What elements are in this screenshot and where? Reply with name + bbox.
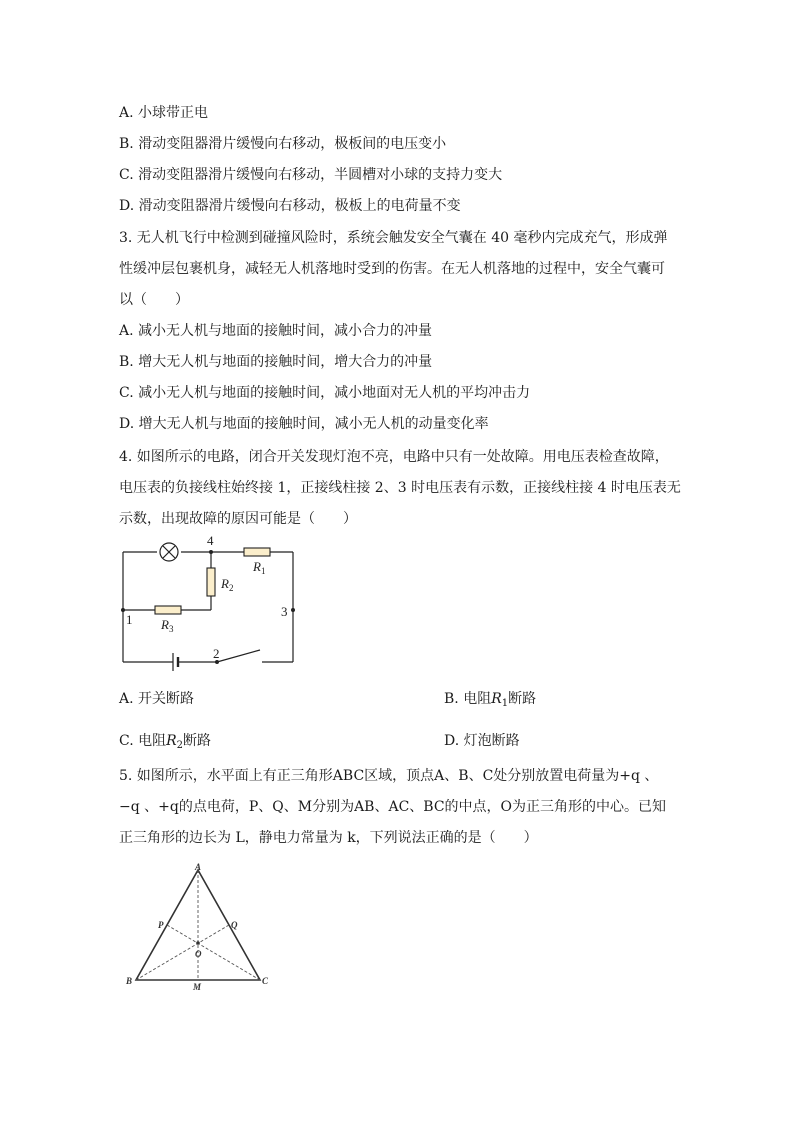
resistor-r3 [155,606,181,614]
label-midpoint-q: Q [231,920,238,930]
label-node-3: 3 [281,604,288,619]
label-vertex-b: B [126,976,133,986]
median-b-q [136,925,229,980]
q3-stem-line-2: 性缓冲层包裹机身，减轻无人机落地时受到的伤害。在无人机落地的过程中，安全气囊可 [119,261,665,277]
label-vertex-a: A [195,862,202,872]
q2-option-b: B. 滑动变阻器滑片缓慢向右移动，极板间的电压变小 [119,136,447,152]
q2-option-a: A. 小球带正电 [119,105,209,121]
q4-stem-line-3: 示数，出现故障的原因可能是（ ） [119,511,357,527]
node-dot-3 [291,608,295,612]
q4-option-c [119,732,211,755]
q5-stem-line-1: 5. 如图所示，水平面上有正三角形ABC区域，顶点A、B、C处分别放置电荷量为+q 、 [119,768,659,784]
q3-option-c: C. 减小无人机与地面的接触时间，减小地面对无人机的平均冲击力 [119,385,531,401]
resistor-r2 [207,568,215,596]
label-node-2: 2 [213,646,220,661]
q4-option-c-subscript: 2 [176,740,184,751]
label-midpoint-p: P [158,920,164,930]
q4-option-c-symbol: R [166,733,177,749]
q4-option-b-suffix: 断路 [508,691,537,707]
lamp-symbol [160,543,178,561]
q3-option-d: D. 增大无人机与地面的接触时间，减小无人机的动量变化率 [119,416,489,432]
q4-option-a: A. 开关断路 [119,691,195,707]
q3-option-a: A. 减小无人机与地面的接触时间，减小合力的冲量 [119,323,433,339]
q4-stem-line-1: 4. 如图所示的电路，闭合开关发现灯泡不亮，电路中只有一处故障。用电压表检查故障， [119,449,669,465]
q2-option-d: D. 滑动变阻器滑片缓慢向右移动，极板上的电荷量不变 [119,198,461,214]
median-c-p [167,925,260,980]
q4-stem-line-2: 电压表的负接线柱始终接 1，正接线柱接 2、3 时电压表有示数，正接线柱接 4 时电压表无 [119,480,681,496]
q2-option-c: C. 滑动变阻器滑片缓慢向右移动，半圆槽对小球的支持力变大 [119,167,503,183]
center-point-o [196,941,200,945]
label-vertex-c: C [262,976,269,986]
label-r2: $R_2$ [221,576,234,593]
resistor-r1 [244,548,270,556]
q3-option-b: B. 增大无人机与地面的接触时间，增大合力的冲量 [119,354,433,370]
q4-option-b-symbol: R [491,691,502,707]
label-r3: $R_3$ [161,617,174,634]
node-dot-4 [209,550,213,554]
q4-option-c-suffix: 断路 [183,733,212,749]
q5-stem-line-2: −q 、+q的点电荷，P、Q、M分别为AB、AC、BC的中点，O为正三角形的中心。已知 [119,799,667,815]
battery-symbol [173,653,178,671]
q4-option-b-prefix: B. 电阻 [444,691,492,707]
q4-option-c-prefix: C. 电阻 [119,733,167,749]
q3-stem-line-1: 3. 无人机飞行中检测到碰撞风险时，系统会触发安全气囊在 40 毫秒内完成充气，形成弹 [119,230,668,246]
label-r1: $R_1$ [253,559,266,576]
circuit-diagram [110,532,310,674]
q5-stem-line-3: 正三角形的边长为 L，静电力常量为 k，下列说法正确的是（ ） [119,830,538,846]
triangle-diagram [120,862,274,994]
q4-option-b [444,690,536,713]
q3-stem-line-3: 以（ ） [119,292,189,308]
label-node-4: 4 [207,533,214,548]
label-midpoint-m: M [193,982,202,992]
label-center-o: O [195,949,202,959]
label-node-1: 1 [126,612,133,627]
q4-option-b-subscript: 1 [501,698,509,709]
node-dot-1 [121,608,125,612]
q4-option-d: D. 灯泡断路 [444,733,520,749]
